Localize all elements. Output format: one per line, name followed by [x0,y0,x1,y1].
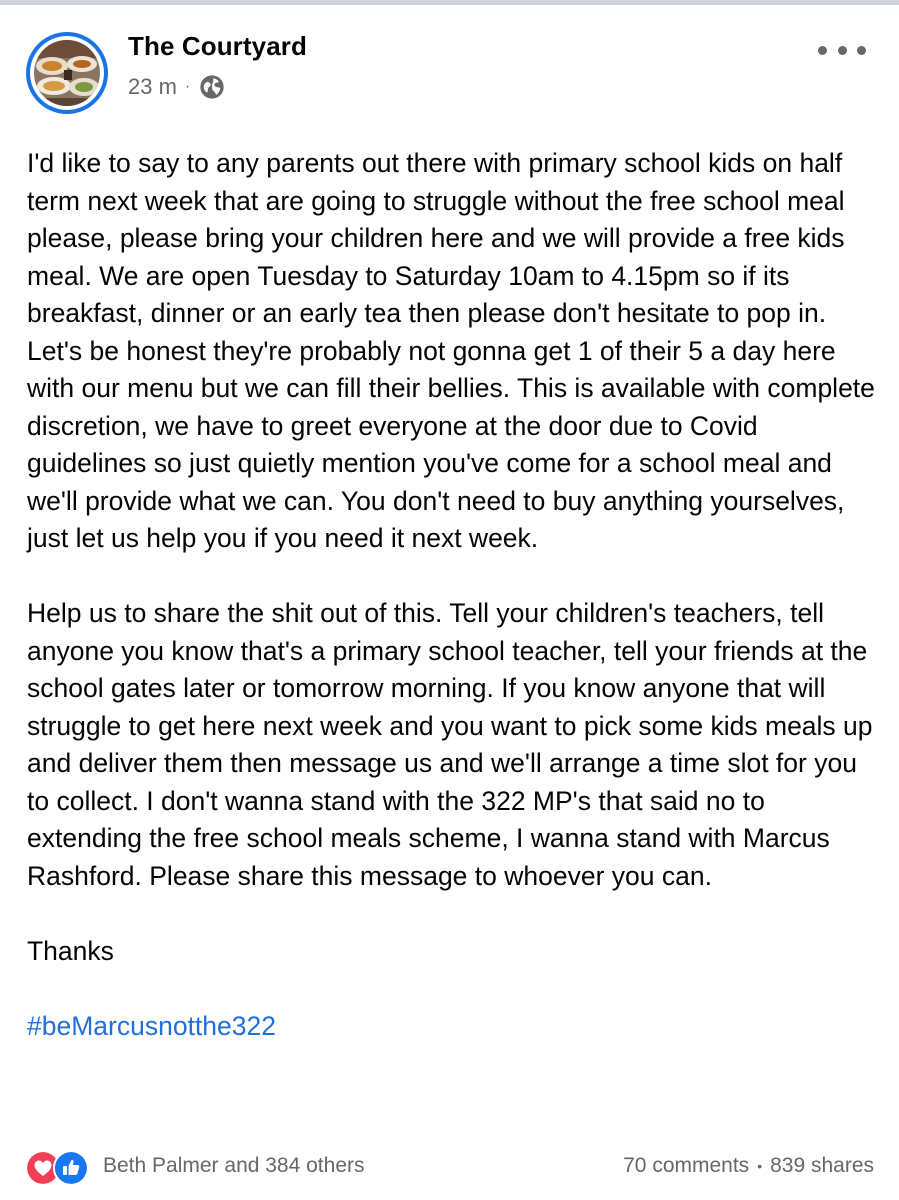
avatar-image [34,40,100,106]
post-text [27,145,879,1045]
post-meta [128,73,226,101]
post-paragraph-2: Help us to share the shit out of this. Tell your children's teachers, tell anyone you know that's a primary school teacher, tell your friends at the school gates later or tomorrow morning. If you know anyone that will struggle to get here next week and you want to pick some kids meals up and deliver them then message us and we'll arrange a time slot for you to collect. I don't wanna stand with the 322 MP's that said no to extending the free school meals scheme, I wanna stand with Marcus Rashford. Please share this message to whoever you can. [27,598,873,891]
post-paragraph-3: Thanks [27,935,114,966]
hashtag-link[interactable]: #beMarcusnotthe322 [27,1010,276,1041]
globe-icon[interactable] [198,73,226,101]
post-timestamp[interactable]: 23 m [128,74,177,99]
more-options-icon[interactable] [818,40,866,60]
post-header [0,5,899,123]
reactors-text[interactable]: Beth Palmer and 384 others [103,1154,365,1177]
meta-separator: · [184,78,191,95]
page-avatar[interactable] [26,32,108,114]
reaction-icons[interactable] [25,1150,89,1186]
like-reaction-icon [53,1150,89,1186]
counts-separator: • [757,1158,763,1174]
comments-count[interactable]: 70 comments [623,1154,750,1177]
shares-count[interactable]: 839 shares [770,1154,874,1177]
post-footer [0,1140,899,1190]
post-paragraph-1: I'd like to say to any parents out there with primary school kids on half term next week that are going to struggle without the free school meal please, please bring your children here and we will provide a free kids meal. We are open Tuesday to Saturday 10am to 4.15pm so if its breakfast, dinner or an early tea then please don't hesitate to pop in. Let's be honest they're probably not gonna get 1 of their 5 a day here with our menu but we can fill their bellies. This is available with complete discretion, we have to greet everyone at the door due to Covid guidelines so just quietly mention you've come for a school meal and we'll provide what we can. You don't need to buy anything yourselves, just let us help you if you need it next week. [27,148,875,553]
engagement-counts [623,1154,874,1178]
page-name[interactable]: The Courtyard [128,31,307,61]
